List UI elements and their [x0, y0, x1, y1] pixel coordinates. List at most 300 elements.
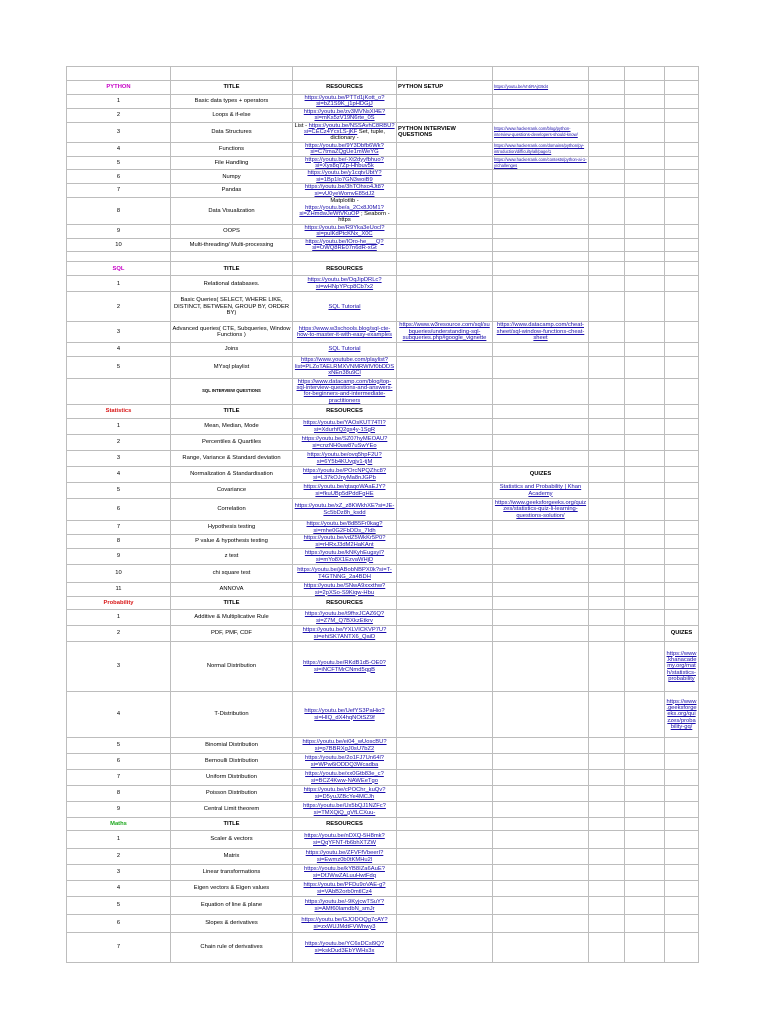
- row-title: File Handling: [171, 156, 293, 170]
- row-number: 7: [67, 521, 171, 535]
- cell: [665, 142, 699, 156]
- cell: [665, 915, 699, 933]
- cell: [589, 322, 625, 342]
- cell: [625, 915, 665, 933]
- cell: [665, 786, 699, 802]
- resource-link[interactable]: https://youtu.be/-Xt2dyyfbhuo?si=Xys8q7Zp-Hhbuv5k: [305, 156, 384, 170]
- table-row: [67, 435, 699, 451]
- resource-cell: [397, 322, 493, 342]
- resource-link[interactable]: https://youtu.be/jABobNBPX0k?si=T-T4GTNNG_2a4BDH: [297, 567, 392, 580]
- cell: [665, 521, 699, 535]
- resource-link[interactable]: https://www.geeksforgeeks.org/quizzes/probability-gq/: [666, 698, 697, 731]
- cell: [665, 897, 699, 915]
- row-number: 3: [67, 122, 171, 142]
- row-number: 10: [67, 565, 171, 583]
- cell: [625, 108, 665, 122]
- table-row: [67, 95, 699, 109]
- cell: [589, 499, 625, 521]
- cell: [397, 865, 493, 881]
- table-row: [67, 81, 699, 95]
- table-row: [67, 262, 699, 276]
- cell: [493, 818, 589, 831]
- row-title: Data Visualization: [171, 198, 293, 225]
- cell: [589, 435, 625, 451]
- resource-cell: [293, 786, 397, 802]
- sql-interview-label: SQL INTERVIEW QUESTIONS: [171, 378, 293, 405]
- table-row: [67, 292, 699, 322]
- cell: [625, 419, 665, 435]
- table-row: [67, 322, 699, 342]
- cell: [397, 378, 493, 405]
- resource-cell: [293, 881, 397, 897]
- spreadsheet: [66, 66, 698, 963]
- cell: [625, 521, 665, 535]
- resource-link[interactable]: https://youtu.be/2o1FJ7Un64l?si=WPw6iODDQ3Wcadba: [305, 755, 384, 768]
- resource-cell: [293, 356, 397, 378]
- cell: [625, 754, 665, 770]
- resource-link[interactable]: https://www.hackerrank.com/blog/python-interview-questions-developers-should-know/: [494, 125, 578, 138]
- cell: [589, 754, 625, 770]
- quizes-label: QUIZES: [665, 626, 699, 642]
- row-number: 9: [67, 802, 171, 818]
- cell: [589, 692, 625, 738]
- resource-link[interactable]: https://www.khanacademy.org/math/statistics-probability: [666, 650, 697, 683]
- resource-link[interactable]: https://www.w3schools.blog/sql-cte-how-to-master-it-with-easy-examples: [296, 325, 393, 338]
- cell: [493, 754, 589, 770]
- cell: [589, 67, 625, 81]
- cell: [397, 276, 493, 292]
- cell: [397, 405, 493, 419]
- row-number: 3: [67, 451, 171, 467]
- quiz-link-cell: [665, 642, 699, 692]
- resource-cell: [293, 849, 397, 865]
- resource-link[interactable]: https://youtu.be/y1cqtvUbtY?si=1Bp1lo7GN3woiB9: [307, 170, 382, 183]
- resource-link[interactable]: https://youtu.be/zv3MVNsXl4E?si=mKs5zV19N6rte_0S: [303, 108, 386, 122]
- cell: [397, 897, 493, 915]
- cell: [625, 198, 665, 225]
- cell: [67, 67, 171, 81]
- interview-link-cell: [493, 156, 589, 170]
- table-row: [67, 356, 699, 378]
- cell: [665, 81, 699, 95]
- cell: [397, 198, 493, 225]
- resource-link[interactable]: https://youtu.be/8dB5Fr0kag?si=mhe0G2FbDDs_7Idh: [306, 521, 383, 534]
- cell: [589, 865, 625, 881]
- cell: [665, 770, 699, 786]
- resource-cell: [293, 802, 397, 818]
- resource-link[interactable]: https://youtu.be/YAOsKUT74TI?si=XdurhfQ2gx4y-1SgR: [303, 420, 386, 433]
- resource-link[interactable]: https://youtu.be/-9KyjcwTSuY?si=AMf60lamdbN_smJr: [304, 899, 385, 912]
- resource-link[interactable]: https://youtu.be/ZFVFfVbeerI?si=Ewmz0b0tKMHu2l: [305, 850, 384, 863]
- table-row: [67, 276, 699, 292]
- table-row: [67, 378, 699, 405]
- roadmap-table: [66, 66, 699, 963]
- cell: [625, 626, 665, 642]
- resource-link[interactable]: https://youtu.be/kNKyhEugsyI?si=mYo8X1EzvaWHjD: [304, 550, 385, 563]
- cell: [589, 276, 625, 292]
- cell: [397, 535, 493, 549]
- cell: [625, 499, 665, 521]
- resource-link[interactable]: https://youtu.be/YXLVICKVP7U?si=ehiSK7ANTX6_QaiD: [302, 627, 387, 640]
- row-number: 3: [67, 865, 171, 881]
- cell: [625, 252, 665, 262]
- cell: [397, 342, 493, 356]
- table-row: [67, 108, 699, 122]
- cell: [625, 865, 665, 881]
- row-title: Correlation: [171, 499, 293, 521]
- cell: [293, 252, 397, 262]
- cell: [589, 238, 625, 252]
- cell: [665, 483, 699, 499]
- cell: [589, 549, 625, 565]
- resource-cell: [293, 142, 397, 156]
- row-title: Pandas: [171, 184, 293, 198]
- cell: [625, 467, 665, 483]
- cell: [665, 738, 699, 754]
- resource-link[interactable]: https://youtu.be/R9Yka3eUocl?si=pulKdPtcKNx_X0C: [304, 224, 385, 238]
- table-row: [67, 831, 699, 849]
- row-number: 4: [67, 467, 171, 483]
- resource-cell: [293, 626, 397, 642]
- resource-link[interactable]: https://youtu.be/Ux5bQJ1NZFc?si=TMXQiQ_gVfLCXuu-: [303, 803, 386, 816]
- cell: [397, 565, 493, 583]
- cell: [589, 881, 625, 897]
- resource-link[interactable]: https://www.w3resource.com/sql/subqueries/understanding-sql-subqueries.php#google_vignette: [399, 322, 490, 342]
- resource-cell: [293, 198, 397, 225]
- cell: [397, 238, 493, 252]
- cell: [665, 262, 699, 276]
- cell: [493, 610, 589, 626]
- resource-link[interactable]: https://youtu.be/nDXQ-5H8mk?si=QqYFNT-fb6bhXTZW: [304, 833, 385, 846]
- cell: [665, 549, 699, 565]
- resource-cell: [293, 451, 397, 467]
- resources-header: RESOURCES: [293, 597, 397, 610]
- cell: [397, 597, 493, 610]
- cell: [589, 405, 625, 419]
- interview-link-cell: [493, 108, 589, 122]
- resource-link[interactable]: https://youtu.be/xx0Gtb83e_c?si=BCZ4Kww-NAWEeTgo: [305, 771, 384, 784]
- resource-cell: [293, 535, 397, 549]
- resource-link[interactable]: https://youtu.be/Vr4iRAjG9d4: [494, 84, 549, 90]
- resource-link[interactable]: https://youtu.be/UefYS3PaHio?si=HIQ_dX4hqNOtSZ9f: [304, 708, 385, 721]
- row-title: Hypothesis testing: [171, 521, 293, 535]
- cell: [493, 770, 589, 786]
- resource-link[interactable]: https://youtu.be/PTTd1jKott_o?si=bZ1S9K_j1pHDGjJ: [304, 95, 385, 108]
- cell: [589, 642, 625, 692]
- resource-link[interactable]: https://youtu.be/3hTOhxo4Jt8?si=vU0yeWomvE85dJ2: [304, 184, 385, 197]
- row-number: 3: [67, 322, 171, 342]
- cell: [665, 881, 699, 897]
- cell: [625, 535, 665, 549]
- cell: [625, 276, 665, 292]
- cell: [665, 565, 699, 583]
- cell: [493, 405, 589, 419]
- row-title: Normal Distribution: [171, 642, 293, 692]
- cell: [397, 915, 493, 933]
- row-number: 7: [67, 933, 171, 963]
- row-number: 1: [67, 831, 171, 849]
- quiz-link-cell: [665, 692, 699, 738]
- resource-link[interactable]: SQL Tutorial: [328, 345, 361, 352]
- cell: [589, 342, 625, 356]
- row-title: Numpy: [171, 170, 293, 184]
- cell: [589, 770, 625, 786]
- cell: [589, 156, 625, 170]
- cell: [397, 642, 493, 692]
- resources-header: RESOURCES: [293, 405, 397, 419]
- resource-link[interactable]: https://youtu.be/xZ_z8KWkhXE?si=JE-Sc5bDz8h_ksdd: [294, 503, 395, 516]
- cell: [625, 770, 665, 786]
- resource-link[interactable]: https://youtu.be/GJODOQg7cAY?si=zxWUJMdtFVWhwy3: [301, 917, 388, 930]
- resource-link[interactable]: https://youtu.be/IOro-he___Q?si=OWQ8RE07n6dR-xGt: [305, 238, 384, 251]
- cell: [625, 322, 665, 342]
- cell: [589, 483, 625, 499]
- cell: [397, 521, 493, 535]
- cell: [665, 849, 699, 865]
- row-title: Relational databases.: [171, 276, 293, 292]
- resource-cell: [293, 521, 397, 535]
- cell: [397, 626, 493, 642]
- table-row: [67, 849, 699, 865]
- resource-link[interactable]: https://youtu.be/ovq5hpF2U?si=6Y5b4KUvgjv1-tjM: [307, 452, 382, 465]
- table-row: [67, 818, 699, 831]
- cell: [589, 122, 625, 142]
- table-row: [67, 521, 699, 535]
- resource-link[interactable]: Statistics and Probability | Khan Academy: [499, 484, 582, 497]
- cell: [493, 262, 589, 276]
- resource-link[interactable]: https://youtu.be/POrcNPQZhc8?si=L37kOJnyMa8nJGPb: [302, 468, 387, 481]
- cell: [665, 405, 699, 419]
- cell: [665, 238, 699, 252]
- row-title: Normalization & Standardisation: [171, 467, 293, 483]
- cell: [589, 610, 625, 626]
- cell: [397, 224, 493, 238]
- cell: [397, 818, 493, 831]
- resource-link[interactable]: SQL Tutorial: [328, 303, 361, 310]
- cell: [589, 583, 625, 597]
- cell: [665, 451, 699, 467]
- table-row: [67, 565, 699, 583]
- table-row: [67, 583, 699, 597]
- resource-cell: [293, 692, 397, 738]
- table-row: [67, 881, 699, 897]
- row-title: Binomial Distribution: [171, 738, 293, 754]
- cell: [625, 933, 665, 963]
- cell: [493, 356, 589, 378]
- resource-cell: [293, 754, 397, 770]
- resource-link[interactable]: https://youtu.be/cPOChr_kuQv?si=D5yuJZBcYe4MCJh: [303, 787, 386, 800]
- cell: [589, 108, 625, 122]
- cell: [171, 67, 293, 81]
- cell: [665, 276, 699, 292]
- cell: [625, 881, 665, 897]
- interview-link-cell: [493, 122, 589, 142]
- row-title: Bernoulli Distribution: [171, 754, 293, 770]
- resource-link[interactable]: https://youtu.be/SZ07hyMEOAU?si=cnzNH0uw87uSwYEo: [301, 436, 388, 449]
- table-row: [67, 499, 699, 521]
- resource-link[interactable]: https://www.geeksforgeeks.org/quizzes/statistics-quiz-li-learning-questions-solution/: [494, 500, 587, 519]
- cell: [493, 565, 589, 583]
- row-title: Covariance: [171, 483, 293, 499]
- table-row: [67, 642, 699, 692]
- cell: [493, 831, 589, 849]
- cell: [625, 610, 665, 626]
- cell: [665, 818, 699, 831]
- cell: [625, 81, 665, 95]
- cell: [397, 483, 493, 499]
- cell: [493, 549, 589, 565]
- cell: [397, 67, 493, 81]
- resource-link[interactable]: https://youtu.be/ei04_wUoscBU?si=p7BBRXgJ0sU7bZ2: [302, 739, 387, 752]
- resource-cell: [293, 549, 397, 565]
- resource-link[interactable]: https://youtu.be/vdZ5WkKr5P0?si=rHRxJ3dM2HaKAnt: [303, 535, 386, 548]
- cell: [493, 933, 589, 963]
- cell: [625, 238, 665, 252]
- resource-link[interactable]: https://youtu.be/PFDu9oVAE-g?si=VAbB2orb0mtlCz4: [303, 882, 386, 895]
- row-title: T-Distribution: [171, 692, 293, 738]
- row-number: 8: [67, 198, 171, 225]
- interview-link-cell: [493, 95, 589, 109]
- cell: [493, 642, 589, 692]
- resource-cell: [293, 170, 397, 184]
- cell: [665, 933, 699, 963]
- cell: [665, 467, 699, 483]
- resource-cell: [293, 831, 397, 849]
- interview-link-cell: [493, 170, 589, 184]
- row-number: 5: [67, 356, 171, 378]
- cell: [397, 419, 493, 435]
- table-row: [67, 451, 699, 467]
- cell: [493, 738, 589, 754]
- cell: [589, 565, 625, 583]
- resource-link[interactable]: https://www.hackerrank.com/domains/python/py-introduction/difficulty/all/page/1: [494, 142, 585, 155]
- resource-link[interactable]: https://youtu.be/9Y3Dbfb6Wk?si=C7tmaZQgUe1mWeYG: [305, 142, 384, 156]
- row-number: 6: [67, 754, 171, 770]
- resource-link[interactable]: https://youtu.be/YC6sDCsl9Q?si=kskDud3EbYWHs3x: [305, 941, 384, 954]
- cell: [625, 818, 665, 831]
- cell: [665, 597, 699, 610]
- resource-cell: [293, 865, 397, 881]
- resource-link[interactable]: https://youtu.be/SNwA9xxxthw?si=2pXSo-S9Kiqw-Hbu: [303, 583, 386, 596]
- row-title: Loops & if-else: [171, 108, 293, 122]
- resource-link[interactable]: https://youtu.be/a_2Cx8J0M1?si=ZHmdwJeWtVKuOP: [299, 204, 384, 217]
- cell: [665, 108, 699, 122]
- cell: [67, 378, 171, 405]
- row-number: 2: [67, 626, 171, 642]
- text: ; Seaborn - https: [338, 210, 390, 224]
- row-number: 5: [67, 897, 171, 915]
- cell: [171, 252, 293, 262]
- table-row: [67, 535, 699, 549]
- cell: [665, 802, 699, 818]
- cell: [665, 342, 699, 356]
- resource-link[interactable]: https://youtu.be/kYB8IZa6AuE?si=DfJWwZALuuHwtFdq: [304, 866, 385, 879]
- resource-link[interactable]: https://www.datacamp.com/blog/top-sql-interview-questions-and-answers-for-beginners-and-intermediate-practitioners: [296, 378, 393, 404]
- cell: [589, 933, 625, 963]
- row-title: chi square test: [171, 565, 293, 583]
- resource-cell: [293, 933, 397, 963]
- cell: [665, 435, 699, 451]
- row-title: Advanced queries( CTE, Subqueries, Window Functions ): [171, 322, 293, 342]
- cell: [493, 535, 589, 549]
- row-number: 7: [67, 770, 171, 786]
- cell: [589, 252, 625, 262]
- resource-link[interactable]: https://www.datacamp.com/cheat-sheet/sql-window-functions-cheat-sheet: [496, 322, 585, 342]
- table-row: [67, 597, 699, 610]
- row-title: Joins: [171, 342, 293, 356]
- cell: [493, 292, 589, 322]
- cell: [493, 597, 589, 610]
- cell: [625, 262, 665, 276]
- cell: [397, 252, 493, 262]
- resource-link[interactable]: https://youtu.be/RKdB1d5-OE0?si=iNCFTMrCNmd5qgB: [303, 660, 386, 673]
- interview-link-cell: [493, 238, 589, 252]
- cell: [493, 521, 589, 535]
- cell: [625, 95, 665, 109]
- resource-cell: [293, 238, 397, 252]
- cell: [589, 95, 625, 109]
- row-title: Data Structures: [171, 122, 293, 142]
- resource-cell: [293, 738, 397, 754]
- cell: [665, 67, 699, 81]
- table-row: [67, 198, 699, 225]
- cell: [665, 198, 699, 225]
- cell: [589, 535, 625, 549]
- row-number: 4: [67, 342, 171, 356]
- row-title: Basic Queries( SELECT, WHERE LIKE, DISTINCT, BETWEEN, GROUP BY, ORDER BY): [171, 292, 293, 322]
- resource-link[interactable]: https://youtu.be/NSSAvhC8RBU?si=CECz4YcxLS-jKF: [303, 122, 395, 136]
- resource-link[interactable]: https://www.youtube.com/playlist?list=PLZoTAELRMXVNMRWlVf0bDDSxNEn38u9Cl: [294, 357, 395, 377]
- cell: [665, 292, 699, 322]
- cell: [397, 499, 493, 521]
- table-row: [67, 754, 699, 770]
- cell: [625, 67, 665, 81]
- cell: [589, 521, 625, 535]
- cell: [665, 252, 699, 262]
- cell: [625, 786, 665, 802]
- row-title: Basic data types + operators: [171, 95, 293, 109]
- resource-cell: [293, 915, 397, 933]
- resources-header: RESOURCES: [293, 818, 397, 831]
- quiz-link-cell: [493, 483, 589, 499]
- row-title: Percentiles & Quartiles: [171, 435, 293, 451]
- resource-link[interactable]: https://youtu.be/t9fhxJCAZ6Q?si=Z7M_Q7BXkzEtkrv: [304, 611, 385, 624]
- interview-link-cell: [493, 198, 589, 225]
- cell: [293, 67, 397, 81]
- resource-link[interactable]: https://youtu.be/OqJipDRLc?si=wHNpYPcp8Cb7x2: [307, 277, 382, 290]
- cell: [625, 405, 665, 419]
- title-header: TITLE: [171, 262, 293, 276]
- resource-cell: [293, 565, 397, 583]
- text: Set, tuple, dictionary -: [330, 129, 386, 142]
- section-python: PYTHON: [67, 81, 171, 95]
- section-probability: Probability: [67, 597, 171, 610]
- table-row: [67, 865, 699, 881]
- cell: [589, 818, 625, 831]
- resource-cell: [293, 95, 397, 109]
- table-row: [67, 692, 699, 738]
- cell: [589, 849, 625, 865]
- cell: [397, 156, 493, 170]
- table-row: [67, 738, 699, 754]
- row-title: OOPS: [171, 224, 293, 238]
- resource-link[interactable]: https://youtu.be/qtaqoWAaEJY?si=fkuUBp5dPddFgHE: [303, 484, 386, 497]
- resource-link[interactable]: https://www.hackerrank.com/contests/python-ai-1-y/challenges: [494, 156, 587, 169]
- cell: [625, 224, 665, 238]
- row-number: 8: [67, 786, 171, 802]
- cell: [493, 276, 589, 292]
- row-title: Poisson Distribution: [171, 786, 293, 802]
